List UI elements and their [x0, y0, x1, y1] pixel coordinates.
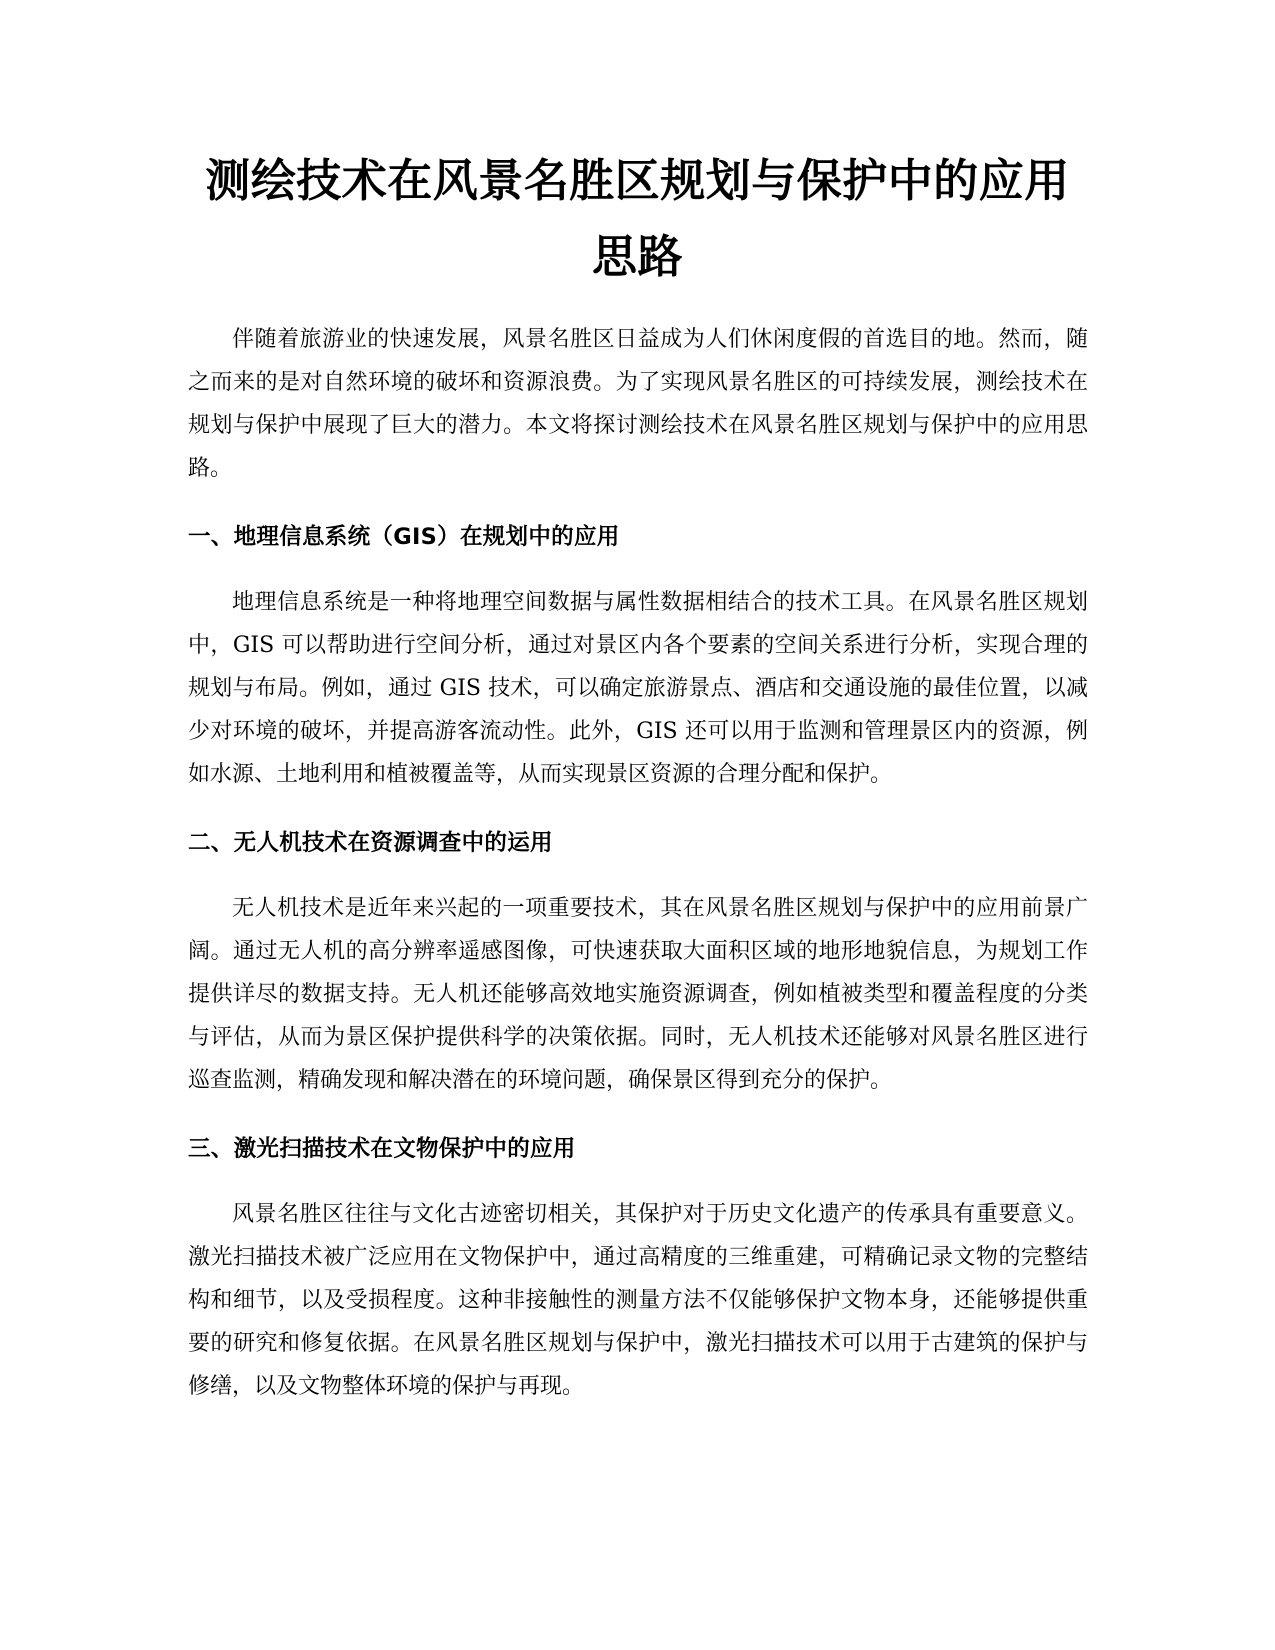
title-line-2: 思路	[591, 230, 683, 283]
document-body	[188, 318, 1088, 1437]
document-title	[140, 143, 1135, 295]
section-paragraph-laser: 风景名胜区往往与文化古迹密切相关，其保护对于历史文化遗产的传承具有重要意义。激光扫描技术被广泛应用在文物保护中，通过高精度的三维重建，可精确记录文物的完整结构和细节，以及受损程度。这种非接触性的测量方法不仅能够保护文物本身，还能够提供重要的研究和修复依据。在风景名胜区规划与保护中，激光扫描技术可以用于古建筑的保护与修缮，以及文物整体环境的保护与再现。	[188, 1202, 1088, 1399]
section-paragraph-gis: 地理信息系统是一种将地理空间数据与属性数据相结合的技术工具。在风景名胜区规划中，GIS 可以帮助进行空间分析，通过对景区内各个要素的空间关系进行分析，实现合理的规划与布局。例如，通过 GIS 技术，可以确定旅游景点、酒店和交通设施的最佳位置，以减少对环境的破坏，并提高游客流动性。此外，GIS 还可以用于监测和管理景区内的资源，例如水源、土地利用和植被覆盖等，从而实现景区资源的合理分配和保护。	[188, 590, 1088, 787]
intro-paragraph: 伴随着旅游业的快速发展，风景名胜区日益成为人们休闲度假的首选目的地。然而，随之而来的是对自然环境的破坏和资源浪费。为了实现风景名胜区的可持续发展，测绘技术在规划与保护中展现了巨大的潜力。本文将探讨测绘技术在风景名胜区规划与保护中的应用思路。	[188, 327, 1088, 481]
section-heading-gis: 一、地理信息系统（GIS）在规划中的应用	[188, 524, 620, 550]
section-heading-drone: 二、无人机技术在资源调查中的运用	[188, 830, 553, 856]
section-paragraph-drone: 无人机技术是近年来兴起的一项重要技术，其在风景名胜区规划与保护中的应用前景广阔。通过无人机的高分辨率遥感图像，可快速获取大面积区域的地形地貌信息，为规划工作提供详尽的数据支持。无人机还能够高效地实施资源调查，例如植被类型和覆盖程度的分类与评估，从而为景区保护提供科学的决策依据。同时，无人机技术还能够对风景名胜区进行巡查监测，精确发现和解决潜在的环境问题，确保景区得到充分的保护。	[188, 896, 1088, 1093]
section-heading-laser: 三、激光扫描技术在文物保护中的应用	[188, 1136, 576, 1162]
title-line-1: 测绘技术在风景名胜区规划与保护中的应用	[205, 154, 1070, 207]
